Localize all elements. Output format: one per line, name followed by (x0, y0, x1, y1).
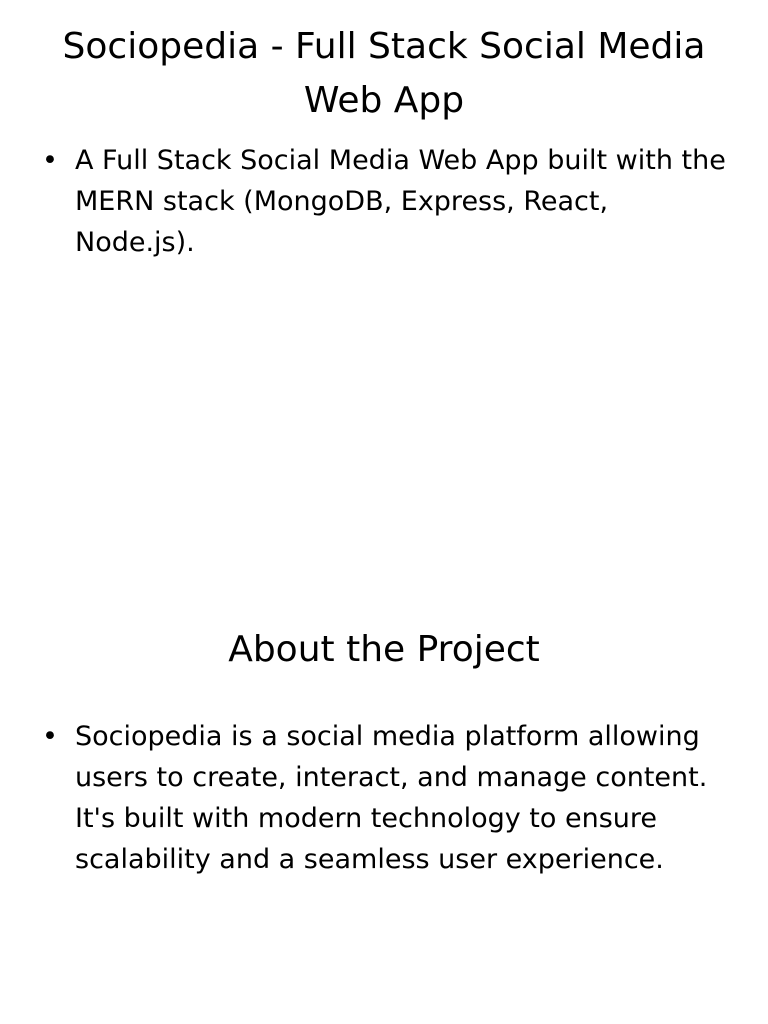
bullet-text: Sociopedia is a social media platform allowing users to create, interact, and manage content. It's built with modern technology to ensure scalability and a seamless user experience. (75, 721, 708, 875)
bullet-text: A Full Stack Social Media Web App built with the MERN stack (MongoDB, Express, React, Node.js). (75, 145, 726, 258)
slide-title: About the Project (228, 629, 540, 670)
bullet-item (38, 140, 730, 263)
slide-2 (0, 512, 768, 1024)
bullet-icon: • (42, 721, 58, 752)
bullet-item (38, 716, 730, 880)
bullet-icon: • (42, 145, 58, 176)
bullet-list (38, 716, 730, 880)
bullet-list (38, 140, 730, 263)
slide-title: Sociopedia - Full Stack Social Media Web App (62, 26, 706, 121)
